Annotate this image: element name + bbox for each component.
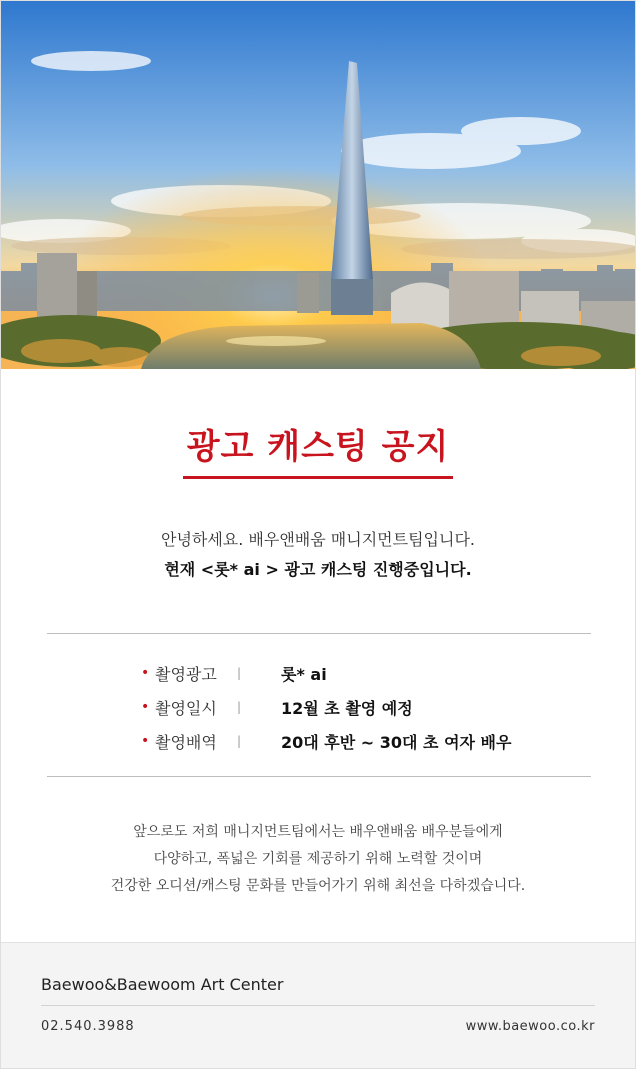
bullet-icon: • <box>141 699 150 715</box>
divider-top <box>47 633 591 634</box>
casting-details <box>141 656 511 758</box>
city-skyline-illustration <box>1 1 635 369</box>
separator: | <box>237 666 242 680</box>
intro-line-2: 현재 <롯* ai > 광고 캐스팅 진행중입니다. <box>164 560 472 579</box>
intro-line-1: 안녕하세요. 배우앤배움 매니지먼트팀입니다. <box>160 530 475 549</box>
footer-brand: Baewoo&Baewoom Art Center <box>41 975 284 994</box>
notice-title <box>1 419 635 479</box>
closing-line-1: 앞으로도 저희 매니지먼트팀에서는 배우앤배움 배우분들에게 <box>133 824 503 840</box>
detail-label: 촬영광고 <box>155 664 217 684</box>
footer <box>1 942 635 1069</box>
detail-value: 롯* ai <box>281 664 327 684</box>
intro-block <box>1 525 635 585</box>
divider-bottom <box>47 776 591 777</box>
hero-image <box>1 1 635 369</box>
detail-row-role <box>141 724 511 758</box>
footer-website-link[interactable]: www.baewoo.co.kr <box>465 1019 595 1034</box>
detail-row-ad <box>141 656 511 690</box>
footer-divider <box>41 1005 595 1006</box>
notice-title-text: 광고 캐스팅 공지 <box>183 419 454 479</box>
bullet-icon: • <box>141 733 150 749</box>
separator: | <box>237 734 242 748</box>
separator: | <box>237 700 242 714</box>
closing-line-2: 다양하고, 폭넓은 기회를 제공하기 위해 노력할 것이며 <box>153 851 483 867</box>
detail-row-date <box>141 690 511 724</box>
closing-line-3: 건강한 오디션/캐스팅 문화를 만들어가기 위해 최선을 다하겠습니다. <box>110 878 526 894</box>
detail-value: 12월 초 촬영 예정 <box>281 698 413 718</box>
detail-value: 20대 후반 ~ 30대 초 여자 배우 <box>281 732 512 752</box>
bullet-icon: • <box>141 665 150 681</box>
footer-phone[interactable]: 02.540.3988 <box>41 1019 135 1034</box>
detail-label: 촬영일시 <box>155 698 217 718</box>
closing-message <box>1 819 635 900</box>
detail-label: 촬영배역 <box>155 732 217 752</box>
